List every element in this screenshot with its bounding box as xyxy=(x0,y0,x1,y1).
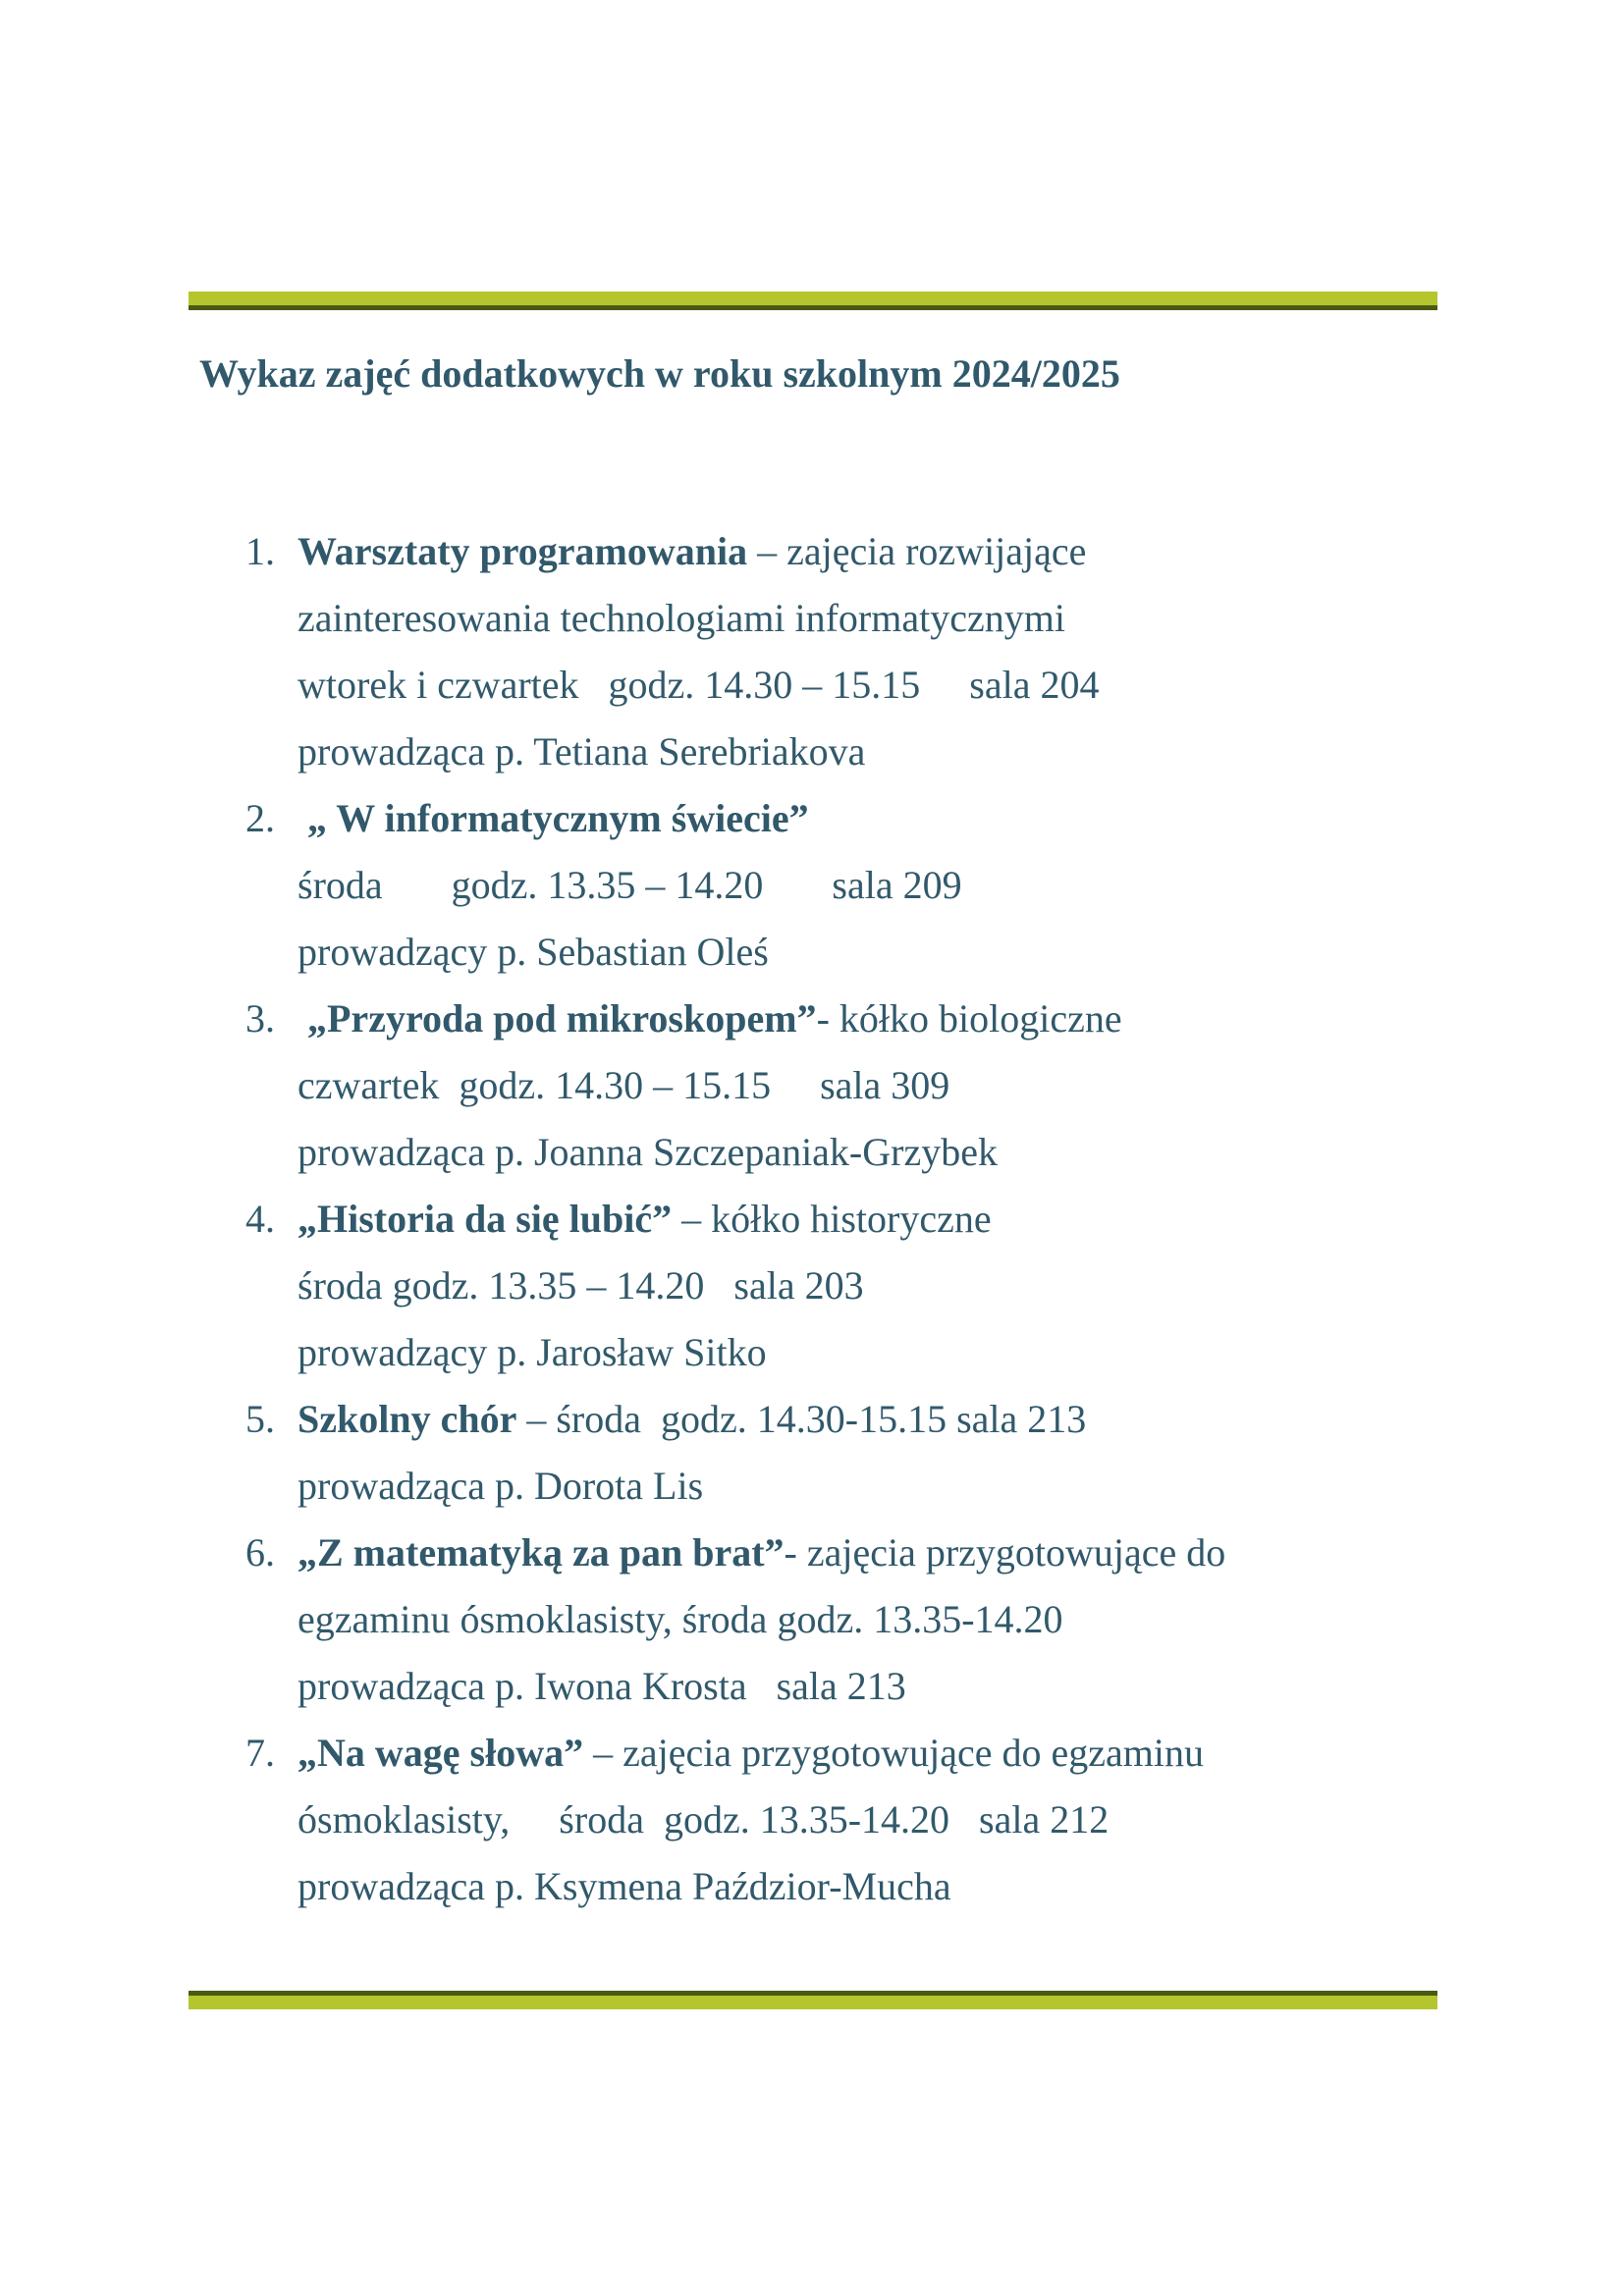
list-item xyxy=(0,785,1624,986)
item-number: 1. xyxy=(245,529,275,573)
list-item xyxy=(0,1720,1624,1920)
list-item xyxy=(0,1520,1624,1720)
activities-list xyxy=(0,518,1624,1920)
item-heading-line xyxy=(298,986,1624,1052)
activity-name: „ W informatycznym świecie” xyxy=(298,796,809,840)
top-divider-dark-band xyxy=(189,305,1437,310)
page-title: Wykaz zajęć dodatkowych w roku szkolnym 2024/2025 xyxy=(199,351,1120,396)
activity-description: – kółko historyczne xyxy=(672,1197,992,1241)
item-number: 3. xyxy=(245,996,275,1041)
bottom-divider-light-band xyxy=(189,1996,1437,2009)
item-heading-line xyxy=(298,1720,1624,1787)
item-teacher-line: prowadząca p. Tetiana Serebriakova xyxy=(298,729,866,774)
item-teacher-line: prowadząca p. Joanna Szczepaniak-Grzybek xyxy=(298,1130,998,1174)
activity-description: – zajęcia rozwijające xyxy=(747,529,1087,573)
item-number: 4. xyxy=(245,1197,275,1241)
item-schedule-line: czwartek godz. 14.30 – 15.15 sala 309 xyxy=(298,1063,950,1107)
item-number: 5. xyxy=(245,1397,275,1441)
activity-description: – zajęcia przygotowujące do egzaminu xyxy=(583,1731,1205,1775)
item-number: 6. xyxy=(245,1530,275,1575)
item-schedule-line: środa godz. 13.35 – 14.20 sala 203 xyxy=(298,1263,864,1308)
activity-name: „Z matematyką za pan brat” xyxy=(298,1530,785,1575)
item-schedule-line: wtorek i czwartek godz. 14.30 – 15.15 sala 204 xyxy=(298,663,1100,707)
item-heading-line xyxy=(298,785,1624,852)
item-heading-line xyxy=(298,1386,1624,1453)
activity-name: Warsztaty programowania xyxy=(298,529,748,573)
item-heading-line xyxy=(298,1520,1624,1586)
top-divider-light-band xyxy=(189,292,1437,305)
activity-name: Szkolny chór xyxy=(298,1397,517,1441)
activity-description: - zajęcia przygotowujące do xyxy=(784,1530,1226,1575)
activity-description: - kółko biologiczne xyxy=(816,996,1122,1041)
item-teacher-line: prowadząca p. Iwona Krosta sala 213 xyxy=(298,1664,906,1708)
item-teacher-line: prowadzący p. Jarosław Sitko xyxy=(298,1330,767,1374)
item-teacher-line: prowadząca p. Ksymena Paździor-Mucha xyxy=(298,1864,951,1908)
top-divider xyxy=(189,292,1437,310)
item-number: 7. xyxy=(245,1731,275,1775)
activity-description: – środa godz. 14.30-15.15 sala 213 xyxy=(516,1397,1087,1441)
item-heading-line xyxy=(298,518,1624,585)
activity-name: „Na wagę słowa” xyxy=(298,1731,584,1775)
list-item xyxy=(0,1386,1624,1520)
item-schedule-line: ósmoklasisty, środa godz. 13.35-14.20 sala 212 xyxy=(298,1797,1110,1842)
item-schedule-line: egzaminu ósmoklasisty, środa godz. 13.35-14.20 xyxy=(298,1597,1063,1641)
item-teacher-line: prowadzący p. Sebastian Oleś xyxy=(298,930,769,974)
item-heading-line xyxy=(298,1186,1624,1253)
bottom-divider xyxy=(189,1991,1437,2009)
item-teacher-line: prowadząca p. Dorota Lis xyxy=(298,1464,704,1508)
item-detail-line: zainteresowania technologiami informatycznymi xyxy=(298,596,1065,640)
list-item xyxy=(0,986,1624,1186)
list-item xyxy=(0,518,1624,785)
item-schedule-line: środa godz. 13.35 – 14.20 sala 209 xyxy=(298,863,962,907)
item-number: 2. xyxy=(245,796,275,840)
activity-name: „Historia da się lubić” xyxy=(298,1197,673,1241)
list-item xyxy=(0,1186,1624,1386)
activity-name: „Przyroda pod mikroskopem” xyxy=(298,996,817,1041)
